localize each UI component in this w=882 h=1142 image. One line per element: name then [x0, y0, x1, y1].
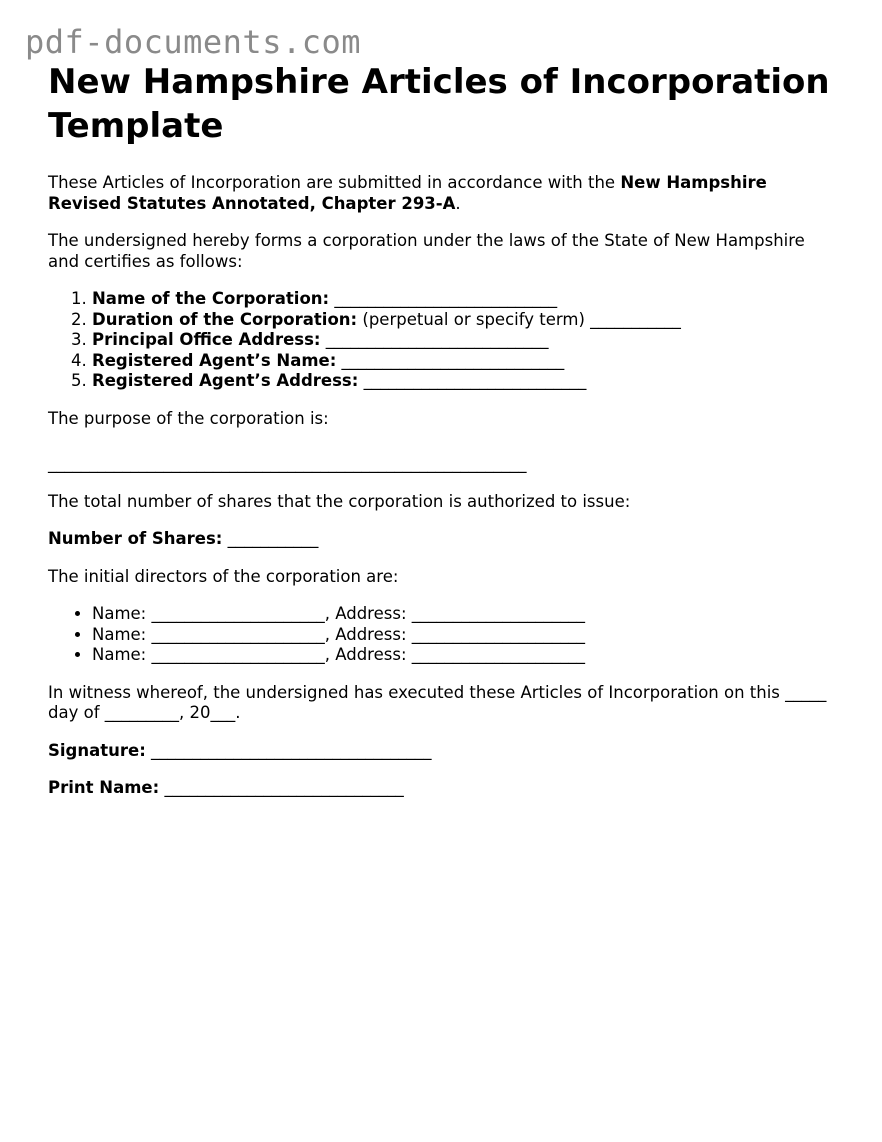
- director-name-label: Name:: [92, 624, 147, 644]
- print-name-blank: _____________________________: [159, 778, 404, 797]
- director-address-blank: _____________________: [406, 645, 586, 664]
- director-address-blank: _____________________: [406, 604, 586, 623]
- purpose-blank: __________________________________________________________: [48, 454, 527, 473]
- article-item: [92, 351, 838, 372]
- article-note: (perpetual or specify term): [357, 309, 585, 329]
- signature-field: [48, 741, 838, 762]
- article-item: [92, 310, 838, 331]
- article-blank: ___________________________: [320, 330, 549, 349]
- article-blank: ___________________________: [329, 289, 558, 308]
- article-blank: ___________________________: [336, 350, 565, 370]
- articles-list: [48, 289, 838, 392]
- director-address-label: , Address:: [324, 604, 407, 623]
- intro-paragraph: [48, 173, 838, 214]
- document-body: [48, 60, 838, 816]
- shares-field: [48, 529, 838, 550]
- article-item: [92, 371, 838, 392]
- page-title: New Hampshire Articles of Incorporation Template: [48, 62, 830, 146]
- article-blank: ___________: [584, 309, 681, 329]
- shares-blank: ___________: [222, 529, 319, 548]
- directors-paragraph: The initial directors of the corporation are:: [48, 566, 399, 586]
- shares-paragraph: The total number of shares that the corporation is authorized to issue:: [48, 491, 631, 511]
- director-item: [92, 625, 838, 646]
- article-item: [92, 330, 838, 351]
- signature-blank: __________________________________: [145, 740, 432, 760]
- directors-list: [48, 604, 838, 666]
- director-address-label: , Address:: [324, 645, 407, 664]
- article-label: Registered Agent’s Address:: [92, 371, 359, 390]
- director-name-blank: _____________________: [146, 645, 325, 664]
- purpose-paragraph: The purpose of the corporation is:: [48, 408, 329, 428]
- director-name-blank: _____________________: [146, 604, 325, 623]
- shares-label: Number of Shares:: [48, 529, 223, 548]
- print-name-field: [48, 778, 838, 799]
- director-item: [92, 604, 838, 625]
- print-name-label: Print Name:: [48, 778, 160, 797]
- director-address-label: , Address:: [324, 624, 407, 644]
- article-label: Principal Office Address:: [92, 330, 321, 349]
- intro-end: .: [455, 193, 461, 213]
- director-item: [92, 645, 838, 666]
- statute-reference: New Hampshire Revised Statutes Annotated, Chapter 293-A: [48, 173, 767, 213]
- article-label: Duration of the Corporation:: [92, 309, 358, 329]
- signature-label: Signature:: [48, 740, 146, 760]
- director-name-label: Name:: [92, 645, 147, 664]
- watermark: pdf-documents.com: [25, 23, 362, 61]
- director-name-blank: _____________________: [146, 624, 325, 644]
- intro-text: These Articles of Incorporation are submitted in accordance with the: [48, 173, 621, 192]
- witness-paragraph: In witness whereof, the undersigned has executed these Articles of Incorporation on this _____ day of _________, 20___.: [48, 682, 827, 722]
- director-address-blank: _____________________: [406, 624, 586, 644]
- article-blank: ___________________________: [358, 371, 587, 390]
- article-label: Registered Agent’s Name:: [92, 350, 337, 370]
- article-label: Name of the Corporation:: [92, 289, 330, 308]
- director-name-label: Name:: [92, 604, 147, 623]
- forms-paragraph: The undersigned hereby forms a corporation under the laws of the State of New Hampshire and certifies as follows:: [48, 231, 805, 271]
- article-item: [92, 289, 838, 310]
